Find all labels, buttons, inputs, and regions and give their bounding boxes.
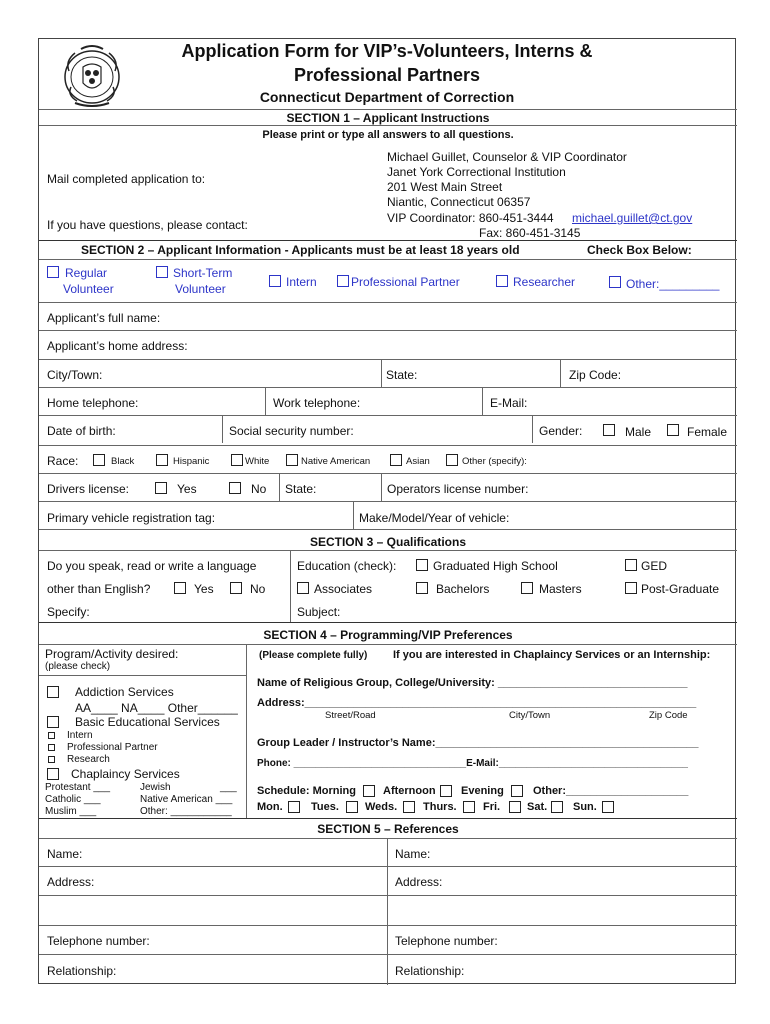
female-label: Female <box>687 425 728 439</box>
intern-label: Intern <box>286 275 317 289</box>
mail-label: Mail completed application to: <box>47 172 206 186</box>
form-title-line1: Application Form for VIP’s-Volunteers, Interns & <box>181 41 593 61</box>
afternoon-checkbox[interactable] <box>440 785 452 797</box>
section1-instruction: Please print or type all answers to all questions. <box>262 129 514 141</box>
chaplaincy-note: If you are interested in Chaplaincy Services or an Internship: <box>393 649 711 661</box>
race-hispanic-checkbox[interactable] <box>156 454 168 466</box>
drivers-license-no-checkbox[interactable] <box>229 482 241 494</box>
masters-label: Masters <box>539 582 582 596</box>
phone-email-field[interactable]: Phone: _______________________________E-Mail:__________________________________ <box>257 758 688 769</box>
address-line-3: 201 West Main Street <box>387 180 503 194</box>
gender-label: Gender: <box>539 424 583 438</box>
research-sub-checkbox[interactable] <box>48 756 55 763</box>
researcher-label: Researcher <box>513 275 576 289</box>
race-white-checkbox[interactable] <box>231 454 243 466</box>
race-asian-label: Asian <box>406 456 430 467</box>
program-label: Program/Activity desired: <box>45 647 179 661</box>
day-sat-label: Sat. <box>527 801 548 813</box>
wed-checkbox[interactable] <box>403 801 415 813</box>
short-term-label-2: Volunteer <box>175 282 226 296</box>
intern-sub-label: Intern <box>67 730 93 741</box>
bachelors-checkbox[interactable] <box>416 582 428 594</box>
language-question-2: other than English? <box>47 582 151 596</box>
associates-label: Associates <box>314 582 373 596</box>
professional-partner-label: Professional Partner <box>351 275 460 289</box>
partner-sub-checkbox[interactable] <box>48 744 55 751</box>
coordinator-email-link[interactable]: michael.guillet@ct.gov <box>572 211 693 225</box>
ged-checkbox[interactable] <box>625 559 637 571</box>
section1-title: SECTION 1 – Applicant Instructions <box>286 111 490 125</box>
address-field[interactable]: Address:________________________________________________________________ <box>257 697 697 709</box>
section5-title: SECTION 5 – References <box>317 822 459 836</box>
schedule-morning-label: Schedule: Morning <box>257 785 356 797</box>
thu-checkbox[interactable] <box>463 801 475 813</box>
vehicle-make-label: Make/Model/Year of vehicle: <box>359 511 510 525</box>
zip-sublabel: Zip Code <box>649 710 688 721</box>
home-phone-label: Home telephone: <box>47 396 139 410</box>
day-sun-label: Sun. <box>573 801 597 813</box>
partner-sub-label: Professional Partner <box>67 742 158 753</box>
language-yes-checkbox[interactable] <box>174 582 186 594</box>
complete-fully-note: (Please complete fully) <box>259 650 368 661</box>
masters-checkbox[interactable] <box>521 582 533 594</box>
short-term-label: Short-Term <box>173 266 233 280</box>
religion-protestant: Protestant ___ <box>45 782 111 793</box>
check-box-label: Check Box Below: <box>587 243 692 257</box>
ged-label: GED <box>641 559 668 573</box>
specify-label: Specify: <box>47 605 90 619</box>
other-schedule-label: Other:____________________ <box>533 785 689 797</box>
city-label: City/Town: <box>47 368 103 382</box>
ref1-relationship-label: Relationship: <box>47 964 117 978</box>
state-seal-logo <box>61 43 123 107</box>
address-line-4: Niantic, Connecticut 06357 <box>387 195 531 209</box>
vip-phone: VIP Coordinator: 860-451-3444 <box>387 211 554 225</box>
education-label: Education (check): <box>297 559 397 573</box>
regular-label-2: Volunteer <box>63 282 114 296</box>
form-title-line2: Professional Partners <box>293 65 481 85</box>
subject-label: Subject: <box>297 605 341 619</box>
religion-other: Other: ___________ <box>140 806 232 817</box>
other-type-checkbox[interactable] <box>609 276 621 288</box>
chaplaincy-checkbox[interactable] <box>47 768 59 780</box>
race-black-label: Black <box>111 456 135 467</box>
religion-muslim: Muslim ___ <box>45 806 97 817</box>
language-yes-label: Yes <box>194 582 214 596</box>
intern-checkbox[interactable] <box>269 275 281 287</box>
addiction-services-label: Addiction Services <box>75 685 174 699</box>
race-hispanic-label: Hispanic <box>173 456 210 467</box>
department-name: Connecticut Department of Correction <box>259 89 515 105</box>
post-graduate-checkbox[interactable] <box>625 582 637 594</box>
email-label: E-Mail: <box>490 396 528 410</box>
regular-volunteer-checkbox[interactable] <box>47 266 59 278</box>
race-black-checkbox[interactable] <box>93 454 105 466</box>
associates-checkbox[interactable] <box>297 582 309 594</box>
ref2-address-label: Address: <box>395 875 443 889</box>
basic-ed-label: Basic Educational Services <box>75 715 220 729</box>
zip-label: Zip Code: <box>569 368 622 382</box>
religion-jewish: Jewish <box>140 782 171 793</box>
work-phone-label: Work telephone: <box>273 396 361 410</box>
researcher-checkbox[interactable] <box>496 275 508 287</box>
evening-label: Evening <box>461 785 504 797</box>
other-type-label: Other:_________ <box>626 277 720 291</box>
address-line-2: Janet York Correctional Institution <box>387 165 566 179</box>
religion-native: Native American ___ <box>140 794 233 805</box>
home-address-label: Applicant’s home address: <box>47 339 188 353</box>
race-asian-checkbox[interactable] <box>390 454 402 466</box>
language-no-label: No <box>250 582 266 596</box>
ref1-telephone-label: Telephone number: <box>47 934 150 948</box>
drivers-yes-label: Yes <box>177 482 197 496</box>
race-other-checkbox[interactable] <box>446 454 458 466</box>
female-checkbox[interactable] <box>667 424 679 436</box>
afternoon-label: Afternoon <box>383 785 436 797</box>
mon-checkbox[interactable] <box>288 801 300 813</box>
day-tue-label: Tues. <box>311 801 339 813</box>
religion-jewish-blank: ___ <box>220 782 237 793</box>
fax-number: Fax: 860-451-3145 <box>479 226 581 240</box>
ssn-label: Social security number: <box>229 424 354 438</box>
ref2-relationship-label: Relationship: <box>395 964 465 978</box>
morning-checkbox[interactable] <box>363 785 375 797</box>
race-label: Race: <box>47 454 79 468</box>
professional-partner-checkbox[interactable] <box>337 275 349 287</box>
race-native-label: Native American <box>301 456 371 467</box>
day-thu-label: Thurs. <box>423 801 457 813</box>
research-sub-label: Research <box>67 754 110 765</box>
section4-title: SECTION 4 – Programming/VIP Preferences <box>263 628 513 642</box>
contact-label: If you have questions, please contact: <box>47 218 248 232</box>
high-school-label: Graduated High School <box>433 559 558 573</box>
group-leader-field[interactable]: Group Leader / Instructor’s Name:___________________________________________ <box>257 737 699 749</box>
chaplaincy-label: Chaplaincy Services <box>71 767 180 781</box>
ref1-name-label: Name: <box>47 847 83 861</box>
street-sublabel: Street/Road <box>325 710 376 721</box>
city-sublabel: City/Town <box>509 710 551 721</box>
race-white-label: White <box>245 456 270 467</box>
basic-ed-checkbox[interactable] <box>47 716 59 728</box>
address-line-1: Michael Guillet, Counselor & VIP Coordinator <box>387 150 627 164</box>
fri-checkbox[interactable] <box>509 801 521 813</box>
sat-checkbox[interactable] <box>551 801 563 813</box>
drivers-license-yes-checkbox[interactable] <box>155 482 167 494</box>
dob-label: Date of birth: <box>47 424 116 438</box>
section3-title: SECTION 3 – Qualifications <box>309 535 467 549</box>
race-other-label: Other (specify): <box>462 456 527 467</box>
tue-checkbox[interactable] <box>346 801 358 813</box>
ref2-telephone-label: Telephone number: <box>395 934 498 948</box>
male-checkbox[interactable] <box>603 424 615 436</box>
religious-group-field[interactable]: Name of Religious Group, College/University: _______________________________ <box>257 677 688 689</box>
state-label: State: <box>386 368 418 382</box>
post-graduate-label: Post-Graduate <box>641 582 720 596</box>
dl-state-label: State: <box>285 482 317 496</box>
evening-checkbox[interactable] <box>511 785 523 797</box>
short-term-checkbox[interactable] <box>156 266 168 278</box>
high-school-checkbox[interactable] <box>416 559 428 571</box>
language-no-checkbox[interactable] <box>230 582 242 594</box>
drivers-license-label: Drivers license: <box>47 482 130 496</box>
day-fri-label: Fri. <box>483 801 501 813</box>
aa-na-line: AA____ NA____ Other______ <box>75 701 238 715</box>
intern-sub-checkbox[interactable] <box>48 732 55 739</box>
section2-title: SECTION 2 – Applicant Information - Applicants must be at least 18 years old <box>81 243 520 257</box>
race-native-checkbox[interactable] <box>286 454 298 466</box>
ref2-name-label: Name: <box>395 847 431 861</box>
day-wed-label: Weds. <box>365 801 398 813</box>
bachelors-label: Bachelors <box>436 582 490 596</box>
ref1-address-label: Address: <box>47 875 95 889</box>
day-mon-label: Mon. <box>257 801 283 813</box>
addiction-services-checkbox[interactable] <box>47 686 59 698</box>
vehicle-tag-label: Primary vehicle registration tag: <box>47 511 216 525</box>
please-check-label: (please check) <box>45 661 111 672</box>
full-name-label: Applicant’s full name: <box>47 311 161 325</box>
regular-label: Regular <box>65 266 108 280</box>
operators-license-label: Operators license number: <box>387 482 529 496</box>
religion-catholic: Catholic ___ <box>45 794 101 805</box>
drivers-no-label: No <box>251 482 267 496</box>
language-question-1: Do you speak, read or write a language <box>47 559 257 573</box>
sun-checkbox[interactable] <box>602 801 614 813</box>
male-label: Male <box>625 425 652 439</box>
application-form <box>38 38 736 984</box>
